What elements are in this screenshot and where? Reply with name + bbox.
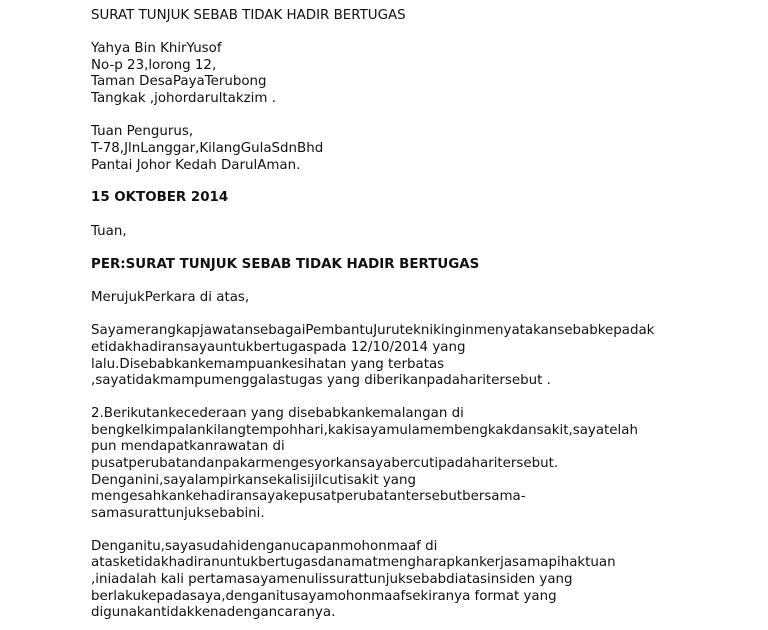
paragraph-line: digunakantidakkenadengancaranya. <box>91 605 336 620</box>
paragraph-line: pusatperubatandanpakarmengesyorkansayabercutipadaharitersebut. <box>91 456 559 471</box>
paragraph-line: atasketidakhadiranuntukbertugasdanamatmengharapkankerjasamapihaktuan <box>91 555 616 570</box>
paragraph-line: Denganini,sayalampirkansekalisijilcutisakit yang <box>91 473 416 488</box>
paragraph-line: SayamerangkapjawatansebagaiPembantuJuruteknikinginmenyatakansebabkepadak <box>91 323 655 338</box>
recipient-address-line: Pantai Johor Kedah DarulAman. <box>91 158 301 173</box>
paragraph-line: pun mendapatkanrawatan di <box>91 439 285 454</box>
paragraph-line: etidakhadiransayauntukbertugaspada 12/10/2014 yang <box>91 340 466 355</box>
header-title: SURAT TUNJUK SEBAB TIDAK HADIR BERTUGAS <box>91 8 406 23</box>
paragraph-line: lalu.Disebabkankemampuankesihatan yang terbatas <box>91 357 445 372</box>
paragraph-line: ,sayatidakmampumenggalastugas yang diberikanpadaharitersebut . <box>91 373 551 388</box>
paragraph-line: 2.Berikutankecederaan yang disebabkankemalangan di <box>91 406 464 421</box>
salutation: Tuan, <box>91 224 127 239</box>
recipient-address-line: T-78,JlnLanggar,KilangGulaSdnBhd <box>91 141 324 156</box>
sender-name: Yahya Bin KhirYusof <box>91 41 222 56</box>
recipient-title: Tuan Pengurus, <box>91 124 194 139</box>
paragraph-line: Denganitu,sayasudahidenganucapanmohonmaaf di <box>91 539 438 554</box>
paragraph-line: bengkelkimpalankilangtempohhari,kakisayamulamembengkakdansakit,sayatelah <box>91 423 638 438</box>
sender-address-line: Taman DesaPayaTerubong <box>91 74 267 89</box>
paragraph-line: mengesahkankehadiransayakepusatperubatantersebutbersama- <box>91 489 526 504</box>
subject-line: PER:SURAT TUNJUK SEBAB TIDAK HADIR BERTUGAS <box>91 257 480 272</box>
sender-address-line: Tangkak ,johordarultakzim . <box>91 91 276 106</box>
sender-address-line: No-p 23,lorong 12, <box>91 58 217 73</box>
paragraph-line: berlakukepadasaya,denganitusayamohonmaafsekiranya format yang <box>91 589 557 604</box>
letter-date: 15 OKTOBER 2014 <box>91 190 229 205</box>
paragraph-line: samasurattunjuksebabini. <box>91 506 265 521</box>
paragraph-line: ,iniadalah kali pertamasayamenulissurattunjuksebabdiatasinsiden yang <box>91 572 573 587</box>
opening-line: MerujukPerkara di atas, <box>91 290 250 305</box>
